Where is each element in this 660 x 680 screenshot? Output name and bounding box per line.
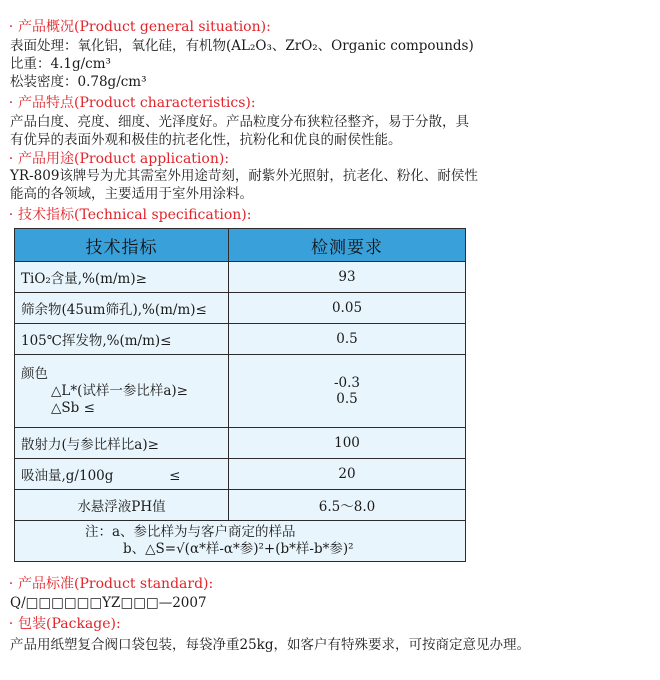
row-item: 105℃挥发物,%(m/m)≤ [15, 324, 229, 355]
color-value-dl: -0.3 [333, 375, 361, 391]
table-row [15, 459, 466, 490]
row-item: 散射力(与参比样比a)≥ [15, 428, 229, 459]
color-item [15, 355, 229, 428]
table-row-color [15, 355, 466, 428]
table-row [15, 490, 466, 521]
row-item: TiO₂含量,%(m/m)≥ [15, 262, 229, 293]
application-line-2: 能高的各领域，主要适用于室外用涂料。 [10, 186, 253, 202]
row-value: 0.05 [229, 293, 466, 324]
section-standard: · 产品标准(Product standard): [4, 575, 213, 593]
note-b: b、△S=√(α*样-α*参)²+(b*样-b*参)² [123, 541, 354, 557]
header-requirement: 检测要求 [229, 229, 466, 262]
section-application: · 产品用途(Product application): [4, 150, 229, 168]
section-general: · 产品概况(Product general situation): [4, 18, 271, 36]
section-package: · 包装(Package): [4, 615, 121, 633]
table-note [15, 521, 466, 562]
table-row [15, 293, 466, 324]
row-item: 筛余物(45um筛孔),%(m/m)≤ [15, 293, 229, 324]
table-row [15, 262, 466, 293]
bulk-density: 松装密度：0.78g/cm³ [10, 74, 147, 90]
color-ds: △Sb ≤ [51, 399, 95, 416]
characteristics-line-2: 有优异的表面外观和极佳的抗老化性，抗粉化和优良的耐侯性能。 [10, 132, 402, 148]
row-value: 20 [229, 459, 466, 490]
specific-gravity: 比重：4.1g/cm³ [10, 56, 111, 72]
color-dl: △L*(试样一参比样a)≥ [51, 382, 188, 399]
table-row [15, 428, 466, 459]
row-item: 水悬浮液PH值 [15, 490, 229, 521]
surface-treatment: 表面处理：氧化铝，氧化硅，有机物(AL₂O₃、ZrO₂、Organic compounds) [10, 38, 474, 54]
section-characteristics: · 产品特点(Product characteristics): [4, 94, 256, 112]
section-technical: · 技术指标(Technical specification): [4, 206, 251, 224]
bullet-icon: · [8, 576, 14, 592]
row-value: 0.5 [229, 324, 466, 355]
bullet-icon: · [8, 207, 14, 223]
row-value: 6.5～8.0 [229, 490, 466, 521]
table-header-row [15, 229, 466, 262]
bullet-icon: · [8, 19, 14, 35]
header-item: 技术指标 [15, 229, 229, 262]
table-row [15, 324, 466, 355]
table-note-row [15, 521, 466, 562]
note-a: 注：a、参比样为与客户商定的样品 [85, 524, 296, 540]
spec-table [14, 228, 466, 562]
package-text: 产品用纸塑复合阀口袋包装，每袋净重25kg，如客户有特殊要求，可按商定意见办理。 [10, 637, 530, 653]
row-item: 吸油量,g/100g ≤ [15, 459, 229, 490]
color-value-ds: 0.5 [336, 391, 358, 407]
row-value: 93 [229, 262, 466, 293]
color-title: 颜色 [21, 365, 48, 382]
bullet-icon: · [8, 95, 14, 111]
bullet-icon: · [8, 151, 14, 167]
characteristics-line-1: 产品白度、亮度、细度、光泽度好。产品粒度分布狭粒径整齐，易于分散，具 [10, 114, 469, 130]
bullet-icon: · [8, 616, 14, 632]
row-value: 100 [229, 428, 466, 459]
standard-code: Q/□□□□□□YZ□□□—2007 [10, 595, 207, 611]
color-values [229, 355, 466, 428]
application-line-1: YR-809该牌号为尤其需室外用途苛刻，耐紫外光照射，抗老化、粉化、耐侯性 [10, 168, 478, 184]
